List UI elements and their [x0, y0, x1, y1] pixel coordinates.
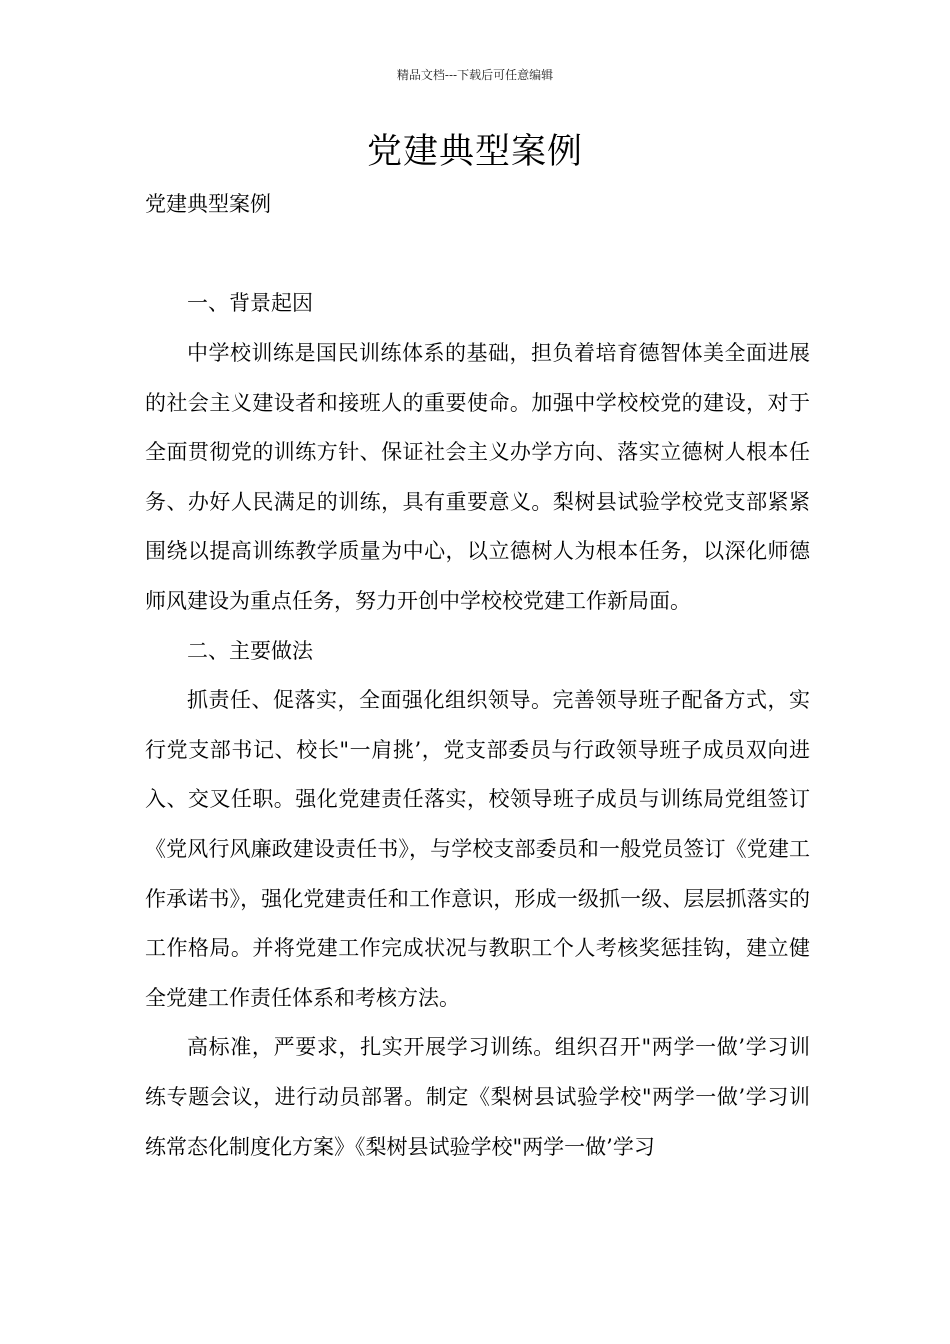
- paragraph-responsibility: 抓责任、促落实，全面强化组织领导。完善领导班子配备方式，实行党支部书记、校长"一肩挑’，党支部委员与行政领导班子成员双向进入、交叉任职。强化党建责任落实，校领导班子成员与训练局党组签订《党风行风廉政建设责任书》，与学校支部委员和一般党员签订《党建工作承诺书》，强化党建责任和工作意识，形成一级抓一级、层层抓落实的工作格局。并将党建工作完成状况与教职工个人考核奖惩挂钩，建立健全党建工作责任体系和考核方法。: [145, 688, 810, 1010]
- header-note: 精品文档---下载后可任意编辑: [396, 68, 554, 82]
- section-heading-main-practices: 二、主要做法: [187, 638, 313, 663]
- document-title: 党建典型案例: [366, 132, 583, 172]
- document-subtitle: 党建典型案例: [145, 192, 271, 216]
- section-heading-background: 一、背景起因: [187, 291, 313, 315]
- paragraph-background: 中学校训练是国民训练体系的基础，担负着培育德智体美全面进展的社会主义建设者和接班人的重要使命。加强中学校校党的建设，对于全面贯彻党的训练方针、保证社会主义办学方向、落实立德树人根本任务、办好人民满足的训练，具有重要意义。梨树县试验学校党支部紧紧围绕以提高训练教学质量为中心，以立德树人为根本任务，以深化师德师风建设为重点任务，努力开创中学校校党建工作新局面。: [145, 341, 810, 613]
- body-content: [145, 329, 810, 1172]
- paragraph-study-training: 高标准，严要求，扎实开展学习训练。组织召开"两学一做’学习训练专题会议，进行动员部署。制定《梨树县试验学校"两学一做’学习训练常态化制度化方案》《梨树县试验学校"两学一做’学习: [145, 1035, 810, 1159]
